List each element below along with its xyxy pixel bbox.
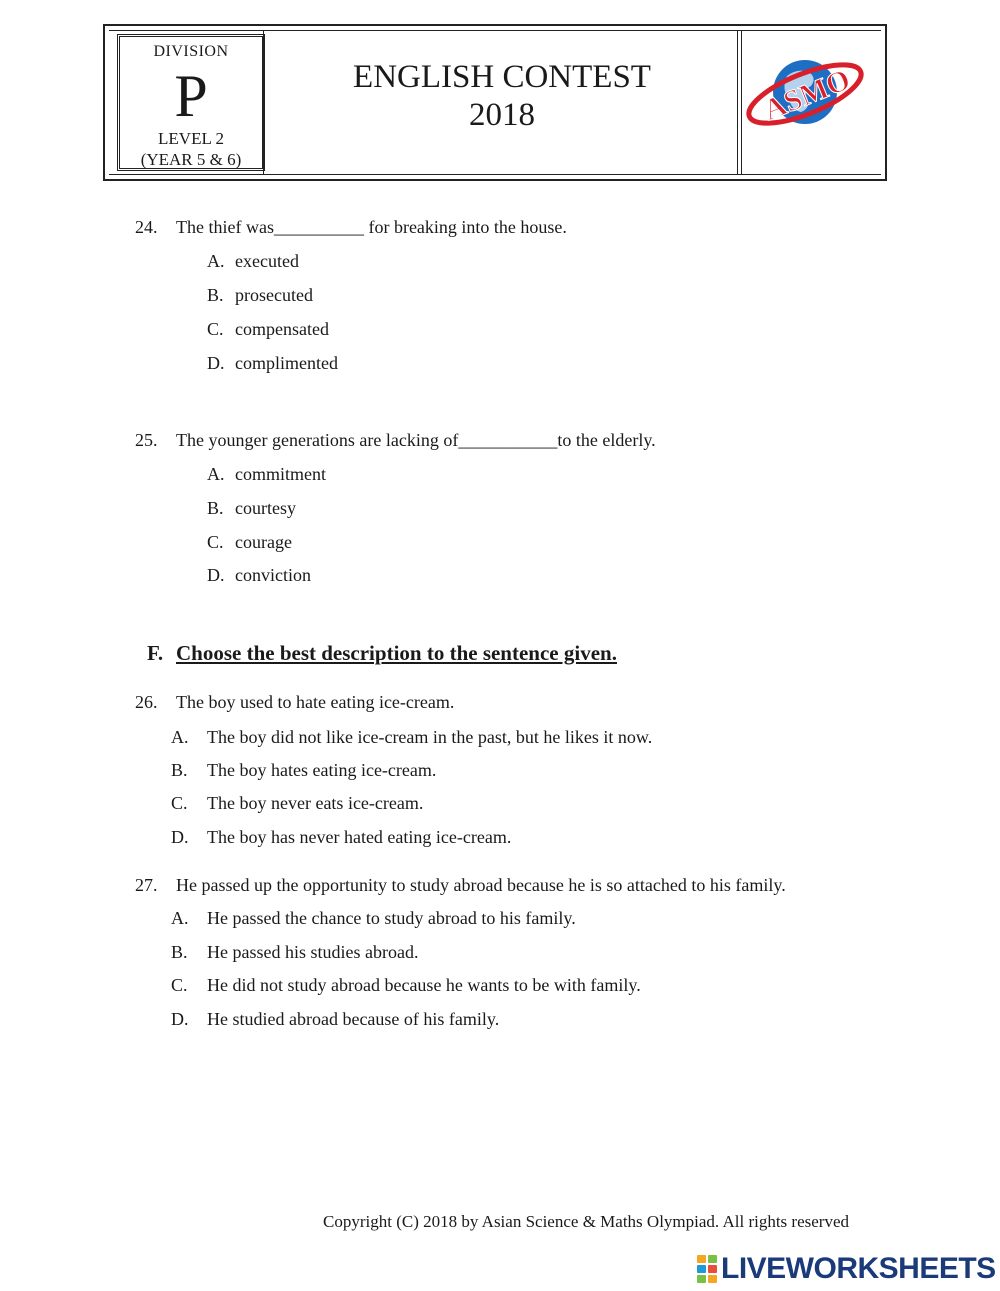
- option-text: commitment: [235, 464, 326, 484]
- option-text: He passed his studies abroad.: [207, 942, 419, 962]
- division-year-range: (YEAR 5 & 6): [140, 150, 242, 169]
- question-text: The younger generations are lacking of___________to the elderly.: [176, 430, 656, 450]
- option-letter: C.: [207, 532, 224, 552]
- option-letter: A.: [171, 908, 189, 928]
- option-letter: D.: [207, 565, 225, 585]
- option-text: He studied abroad because of his family.: [207, 1009, 500, 1029]
- option-26-a[interactable]: [171, 726, 652, 748]
- option-text: courtesy: [235, 498, 296, 518]
- option-text: executed: [235, 251, 299, 271]
- liveworksheets-watermark: [697, 1252, 996, 1286]
- option-text: courage: [235, 532, 292, 552]
- option-letter: B.: [207, 285, 224, 305]
- option-text: The boy has never hated eating ice-cream.: [207, 827, 512, 847]
- liveworksheets-text: LIVEWORKSHEETS: [721, 1252, 996, 1285]
- option-text: The boy never eats ice-cream.: [207, 793, 424, 813]
- division-letter: P: [174, 63, 208, 129]
- option-letter: D.: [207, 353, 225, 373]
- header-divider: [737, 30, 742, 175]
- option-27-d[interactable]: [171, 1008, 499, 1030]
- question-25: [135, 429, 656, 451]
- option-text: conviction: [235, 565, 311, 585]
- option-25-b[interactable]: [207, 497, 296, 519]
- division-box: [117, 34, 265, 171]
- option-25-a[interactable]: [207, 463, 326, 485]
- option-25-c[interactable]: [207, 531, 292, 553]
- question-number: 24.: [135, 217, 158, 237]
- liveworksheets-logo-icon: [697, 1255, 717, 1283]
- option-letter: C.: [207, 319, 224, 339]
- section-title: Choose the best description to the sentence given.: [176, 641, 617, 665]
- option-text: He passed the chance to study abroad to his family.: [207, 908, 576, 928]
- division-level: LEVEL 2: [158, 129, 224, 148]
- contest-title: ENGLISH CONTEST: [353, 59, 651, 95]
- question-text: The thief was__________ for breaking into the house.: [176, 217, 567, 237]
- section-letter: F.: [147, 641, 164, 665]
- option-letter: C.: [171, 975, 188, 995]
- question-24: [135, 216, 567, 238]
- option-text: The boy hates eating ice-cream.: [207, 760, 437, 780]
- option-letter: B.: [207, 498, 224, 518]
- option-letter: A.: [171, 727, 189, 747]
- header-divider: [263, 30, 264, 175]
- asmo-logo: [743, 48, 871, 144]
- copyright-notice: Copyright (C) 2018 by Asian Science & Maths Olympiad. All rights reserved: [323, 1212, 849, 1231]
- exam-header: [103, 24, 887, 181]
- question-number: 26.: [135, 692, 158, 712]
- option-24-c[interactable]: [207, 318, 329, 340]
- option-letter: D.: [171, 827, 189, 847]
- option-24-b[interactable]: [207, 284, 313, 306]
- option-26-b[interactable]: [171, 759, 436, 781]
- option-letter: D.: [171, 1009, 189, 1029]
- section-f-heading: [147, 641, 617, 666]
- option-text: complimented: [235, 353, 338, 373]
- contest-year: 2018: [469, 97, 535, 133]
- option-25-d[interactable]: [207, 564, 311, 586]
- option-text: prosecuted: [235, 285, 313, 305]
- option-letter: B.: [171, 760, 188, 780]
- question-26: [135, 691, 454, 713]
- question-text: He passed up the opportunity to study abroad because he is so attached to his family.: [176, 875, 786, 895]
- question-text: The boy used to hate eating ice-cream.: [176, 692, 455, 712]
- option-letter: B.: [171, 942, 188, 962]
- division-label: DIVISION: [153, 43, 229, 60]
- option-24-a[interactable]: [207, 250, 299, 272]
- option-text: He did not study abroad because he wants to be with family.: [207, 975, 641, 995]
- option-27-b[interactable]: [171, 941, 418, 963]
- option-27-a[interactable]: [171, 907, 576, 929]
- option-26-c[interactable]: [171, 792, 423, 814]
- option-27-c[interactable]: [171, 974, 641, 996]
- option-letter: A.: [207, 251, 225, 271]
- question-number: 27.: [135, 875, 158, 895]
- question-number: 25.: [135, 430, 158, 450]
- option-26-d[interactable]: [171, 826, 511, 848]
- option-letter: A.: [207, 464, 225, 484]
- option-text: The boy did not like ice-cream in the past, but he likes it now.: [207, 727, 653, 747]
- question-27: [135, 874, 786, 896]
- option-24-d[interactable]: [207, 352, 338, 374]
- option-text: compensated: [235, 319, 329, 339]
- logo-text: ASMO: [759, 62, 855, 128]
- option-letter: C.: [171, 793, 188, 813]
